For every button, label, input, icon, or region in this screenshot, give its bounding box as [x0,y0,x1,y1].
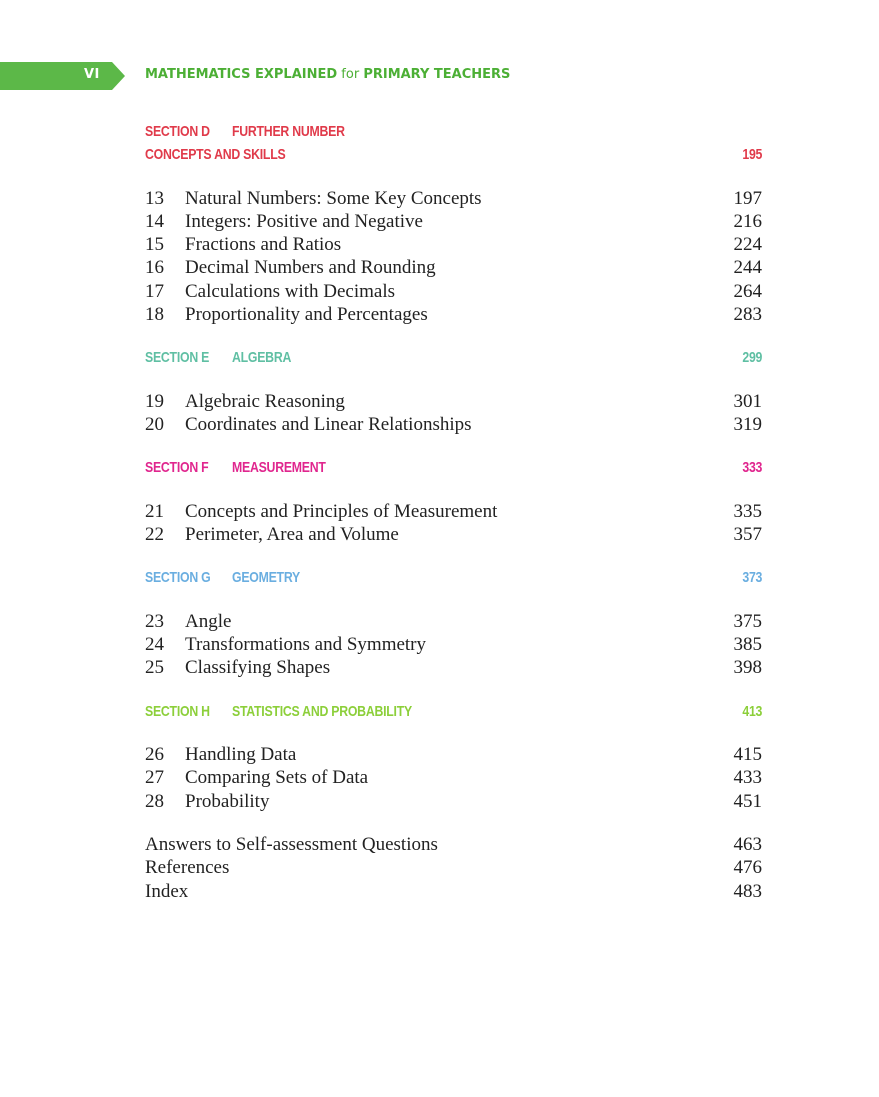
page-number-tab [0,62,125,90]
chapter-page: 319 [733,414,762,435]
toc-entry[interactable] [145,656,762,679]
toc-entry[interactable] [145,633,762,656]
chapter-title: Transformations and Symmetry [185,634,427,655]
section-page: 373 [742,569,762,586]
toc-entry-back-matter[interactable] [145,833,762,856]
chapter-number: 15 [145,234,164,255]
section-name: ALGEBRA [232,349,292,366]
chapter-number: 22 [145,524,164,545]
running-header [0,62,879,90]
chapter-number: 20 [145,414,164,435]
chapter-number: 13 [145,188,164,209]
chapter-number: 17 [145,281,164,302]
section-page: 333 [742,459,762,476]
section-label: SECTION H [145,703,210,720]
section-label: SECTION D [145,123,210,140]
chapter-number: 28 [145,791,164,812]
chapter-title: Fractions and Ratios [185,234,342,255]
chapter-title: Angle [185,611,232,632]
section-label: SECTION G [145,569,211,586]
chapter-number: 26 [145,744,164,765]
toc-entry[interactable] [145,233,762,256]
back-matter-page: 476 [733,857,762,878]
running-title [145,67,510,82]
running-title-for: for [341,67,360,82]
section-name: GEOMETRY [232,569,300,586]
chapter-page: 301 [733,391,762,412]
chapter-title: Probability [185,791,270,812]
chapter-page: 385 [733,634,762,655]
running-title-main: MATHEMATICS EXPLAINED [145,67,338,82]
section-label: SECTION E [145,349,210,366]
toc-entry[interactable] [145,303,762,326]
toc-entry[interactable] [145,187,762,210]
section-name: STATISTICS AND PROBABILITY [232,703,412,720]
toc-entry-back-matter[interactable] [145,856,762,879]
chapter-number: 14 [145,211,164,232]
section-name: FURTHER NUMBER [232,123,345,140]
chapter-number: 25 [145,657,164,678]
toc-entry[interactable] [145,523,762,546]
toc-entry[interactable] [145,390,762,413]
toc-entry[interactable] [145,256,762,279]
section-label: SECTION F [145,459,209,476]
chapter-page: 283 [733,304,762,325]
chapter-number: 23 [145,611,164,632]
chapter-page: 451 [733,791,762,812]
chapter-title: Handling Data [185,744,297,765]
chapter-title: Comparing Sets of Data [185,767,369,788]
section-name-continued: CONCEPTS AND SKILLS [145,146,286,163]
chapter-number: 18 [145,304,164,325]
toc-entry[interactable] [145,766,762,789]
section-name: MEASUREMENT [232,459,326,476]
toc-entry[interactable] [145,280,762,303]
chapter-page: 264 [733,281,762,302]
chapter-number: 21 [145,501,164,522]
toc-entry[interactable] [145,610,762,633]
chapter-title: Algebraic Reasoning [185,391,345,412]
page-number: VI [84,67,100,82]
chapter-page: 375 [733,611,762,632]
back-matter-title: Index [145,881,189,902]
toc-entry[interactable] [145,210,762,233]
chapter-title: Integers: Positive and Negative [185,211,423,232]
chapter-title: Classifying Shapes [185,657,331,678]
chapter-page: 244 [733,257,762,278]
toc-entry-back-matter[interactable] [145,880,762,903]
chapter-title: Calculations with Decimals [185,281,396,302]
chapter-page: 415 [733,744,762,765]
chapter-page: 357 [733,524,762,545]
chapter-title: Natural Numbers: Some Key Concepts [185,188,482,209]
back-matter-page: 463 [733,834,762,855]
toc-entry[interactable] [145,413,762,436]
chapter-number: 16 [145,257,164,278]
back-matter-page: 483 [733,881,762,902]
chapter-title: Concepts and Principles of Measurement [185,501,498,522]
section-page: 299 [742,349,762,366]
toc-entry[interactable] [145,500,762,523]
chapter-title: Decimal Numbers and Rounding [185,257,436,278]
chapter-page: 224 [733,234,762,255]
chapter-title: Perimeter, Area and Volume [185,524,399,545]
chapter-title: Coordinates and Linear Relationships [185,414,472,435]
chapter-page: 433 [733,767,762,788]
chapter-title: Proportionality and Percentages [185,304,428,325]
chapter-number: 19 [145,391,164,412]
section-page: 195 [742,146,762,163]
back-matter-title: References [145,857,230,878]
chapter-number: 24 [145,634,164,655]
back-matter-title: Answers to Self-assessment Questions [145,834,438,855]
chapter-page: 216 [733,211,762,232]
chapter-page: 335 [733,501,762,522]
chapter-page: 398 [733,657,762,678]
toc-entry[interactable] [145,790,762,813]
running-title-audience: PRIMARY TEACHERS [363,67,511,82]
toc-entry[interactable] [145,743,762,766]
chapter-page: 197 [733,188,762,209]
chapter-number: 27 [145,767,164,788]
section-page: 413 [742,703,762,720]
